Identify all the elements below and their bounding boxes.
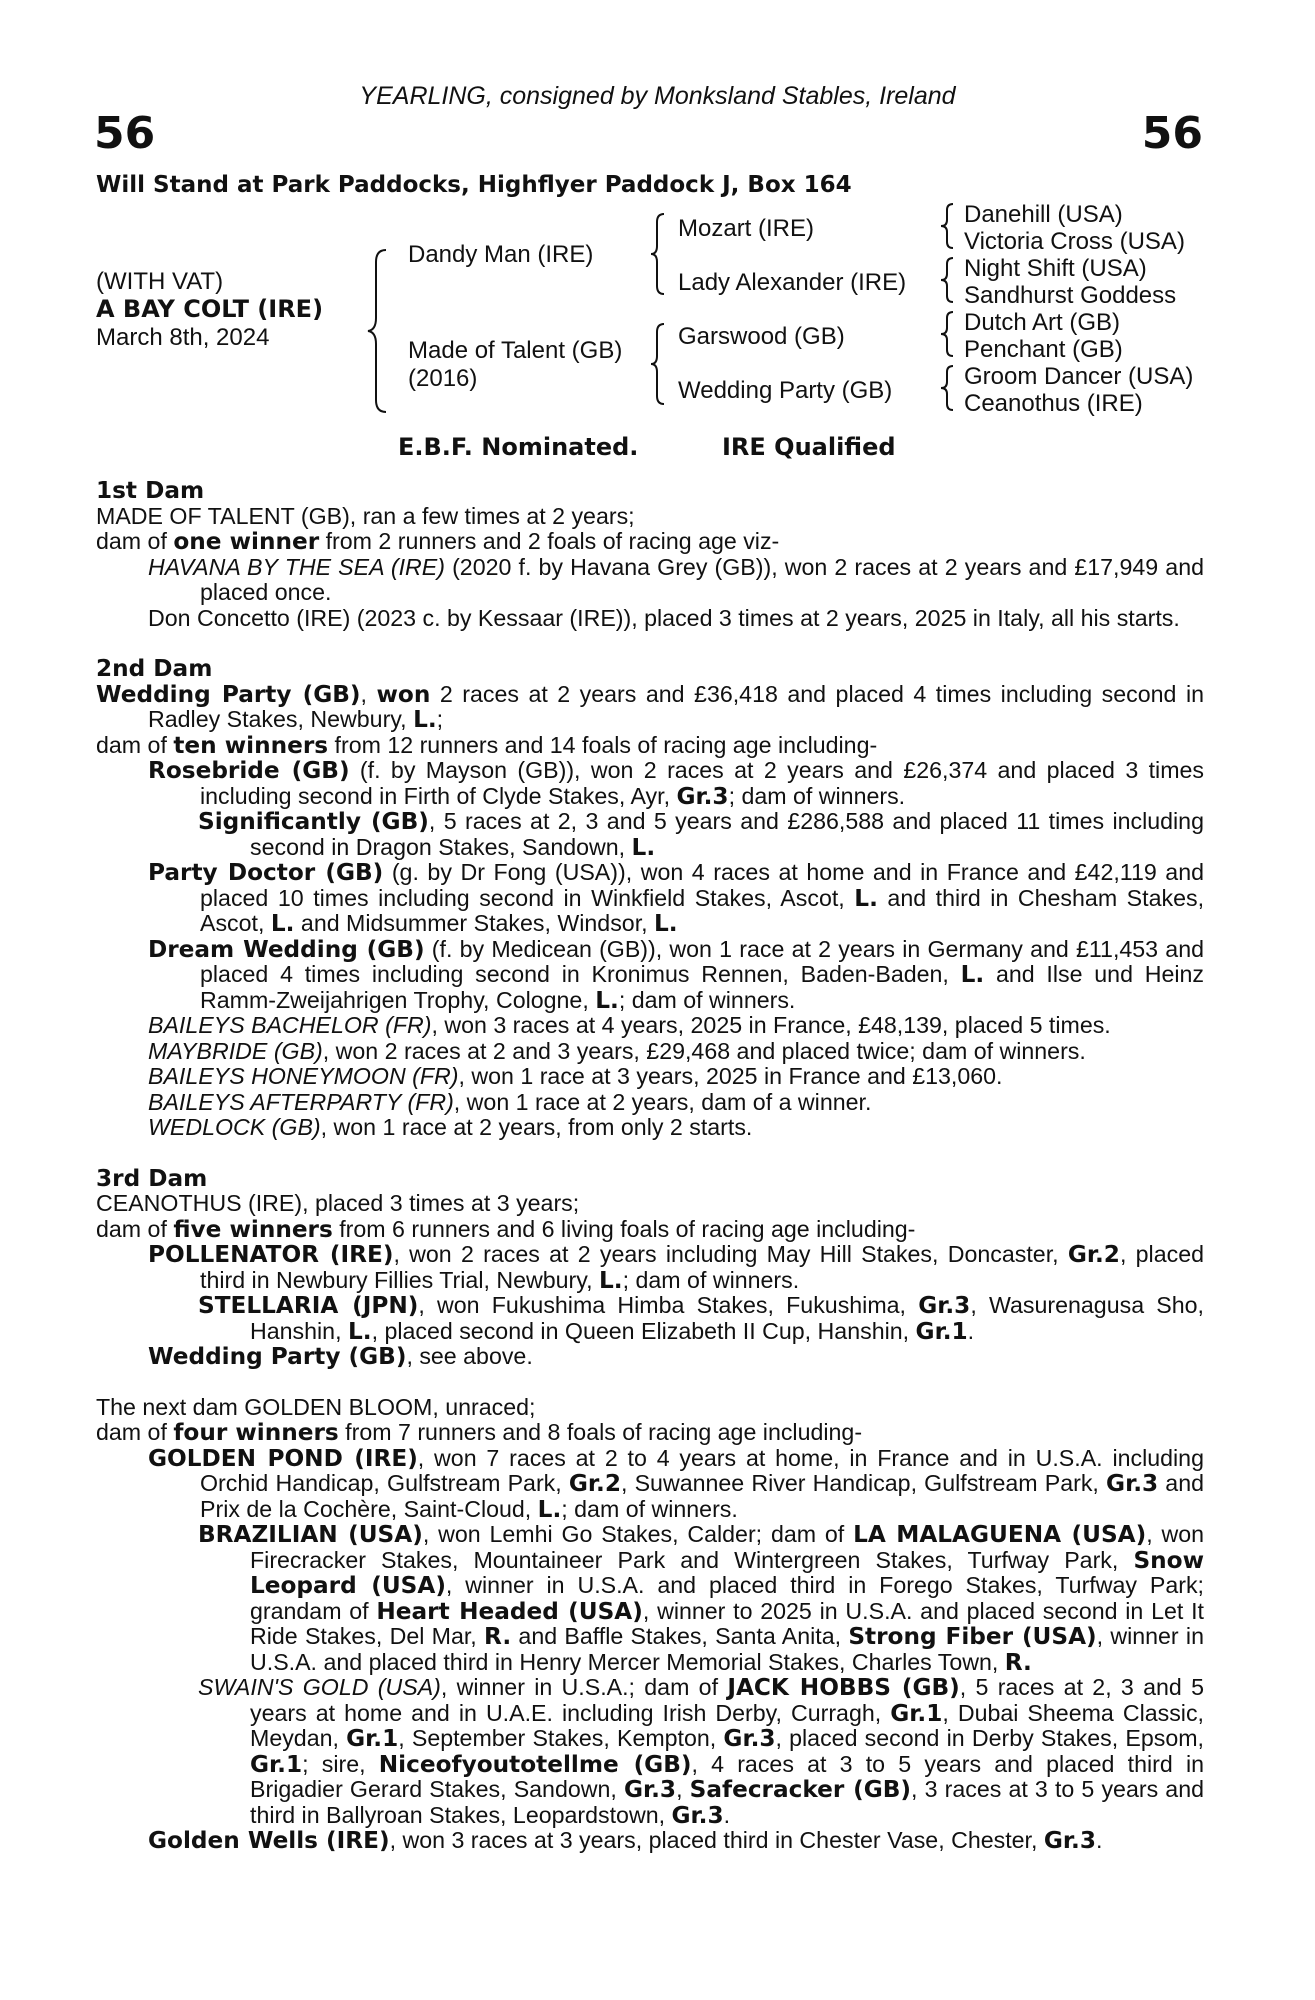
entry-havana: HAVANA BY THE SEA (IRE) (2020 f. by Havana Grey (GB)), won 2 races at 2 years and £17,949 and placed once. — [148, 553, 1204, 605]
entry-dream-wedding: Dream Wedding (GB) (f. by Medicean (GB)), won 1 race at 2 years in Germany and £11,453 and placed 4 times including second in Kronimus Rennen, Baden-Baden, L. and Ilse und Heinz Ramm-Zweijahrigen Trophy, Cologne, L.; dam of winners. — [148, 935, 1204, 1014]
dam: Made of Talent (GB) — [408, 337, 623, 364]
gsire-1: Danehill (USA) — [964, 201, 1123, 228]
entry-golden-pond: GOLDEN POND (IRE), won 7 races at 2 to 4 years at home, in France and in U.S.A. including Orchid Handicap, Gulfstream Park, Gr.2, Suwannee River Handicap, Gulfstream Park, Gr.3 and Prix de la Cochère, Saint-Cloud, L.; dam of winners. — [148, 1444, 1204, 1523]
entry-wedlock: WEDLOCK (GB), won 1 race at 2 years, from only 2 starts. — [148, 1114, 753, 1140]
dam-sire: Garswood (GB) — [678, 323, 845, 350]
lot-number-right: 56 — [1141, 108, 1203, 159]
gsire-7: Groom Dancer (USA) — [964, 363, 1194, 390]
gsire-2: Victoria Cross (USA) — [964, 228, 1185, 255]
ire-note: IRE Qualified — [722, 433, 896, 461]
entry-party-doctor: Party Doctor (GB) (g. by Dr Fong (USA)), won 4 races at home and in France and £42,119 and placed 10 times including second in Winkfield Stakes, Ascot, L. and third in Chesham Stakes, Ascot, L. and Midsummer Stakes, Windsor, L. — [148, 859, 1205, 937]
gsire-5: Dutch Art (GB) — [964, 309, 1121, 336]
catalogue-body — [96, 478, 1204, 1854]
dam3-line: CEANOTHUS (IRE), placed 3 times at 3 years; — [96, 1190, 580, 1216]
entry-golden-wells: Golden Wells (IRE), won 3 races at 3 years, placed third in Chester Vase, Chester, Gr.3. — [148, 1827, 1103, 1854]
pedigree-brace-g1 — [938, 202, 958, 250]
dam-year: (2016) — [408, 365, 478, 392]
dam2-produce: dam of ten winners from 12 runners and 14 foals of racing age including- — [96, 731, 878, 759]
entry-baileys-honeymoon: BAILEYS HONEYMOON (FR), won 1 race at 3 years, 2025 in France and £13,060. — [148, 1063, 1003, 1089]
entry-wedding-party: Wedding Party (GB), see above. — [148, 1343, 533, 1370]
entry-pollenator: POLLENATOR (IRE), won 2 races at 2 years including May Hill Stakes, Doncaster, Gr.2, placed third in Newbury Fillies Trial, Newbury, L.; dam of winners. — [148, 1241, 1204, 1294]
dam1-line: MADE OF TALENT (GB), ran a few times at 2 years; — [96, 502, 635, 529]
heading-3rd-dam: 3rd Dam — [96, 1164, 208, 1192]
ebf-note: E.B.F. Nominated. — [398, 433, 639, 461]
entry-brazilian: BRAZILIAN (USA), won Lemhi Go Stakes, Calder; dam of LA MALAGUENA (USA), won Firecracker Stakes, Mountaineer Park and Wintergreen Stakes, Turfway Park, Snow Leopard (USA), winner in U.S.A. and placed third in Forego Stakes, Turfway Park; grandam of Heart Headed (USA), winner to 2025 in U.S.A. and placed second in Let It Ride Stakes, Del Mar, R. and Baffle Stakes, Santa Anita, Strong Fiber (USA), winner in U.S.A. and placed third in Henry Mercer Memorial Stakes, Charles Town, R. — [198, 1521, 1204, 1676]
sire-sire: Mozart (IRE) — [678, 215, 815, 242]
dam-dam: Wedding Party (GB) — [678, 377, 893, 404]
dam1-produce: dam of one winner from 2 runners and 2 foals of racing age viz- — [96, 528, 780, 555]
entry-maybride: MAYBRIDE (GB), won 2 races at 2 and 3 years, £29,468 and placed twice; dam of winners. — [148, 1037, 1086, 1064]
entry-swains-gold: SWAIN'S GOLD (USA), winner in U.S.A.; dam of JACK HOBBS (GB), 5 races at 2, 3 and 5 years at home and in U.A.E. including Irish Derby, Curragh, Gr.1, Dubai Sheema Classic, Meydan, Gr.1, September Stakes, Kempton, Gr.3, placed second in Derby Stakes, Epsom, Gr.1; sire, Niceofyoutotellme (GB), 4 races at 3 to 5 years and placed third in Brigadier Gerard Stakes, Sandown, Gr.3, Safecracker (GB), 3 races at 3 to 5 years and third in Ballyroan Stakes, Leopardstown, Gr.3. — [198, 1674, 1204, 1829]
foaling-date: March 8th, 2024 — [96, 324, 270, 351]
dam2-line: Wedding Party (GB), won 2 races at 2 years and £36,418 and placed 4 times including second in Radley Stakes, Newbury, L.; — [96, 680, 1205, 733]
heading-1st-dam: 1st Dam — [96, 477, 205, 504]
stand-location: Will Stand at Park Paddocks, Highflyer Paddock J, Box 164 — [96, 172, 852, 198]
lot-number-left: 56 — [94, 108, 156, 159]
dam4-produce: dam of four winners from 7 runners and 8 foals of racing age including- — [96, 1419, 863, 1446]
sire: Dandy Man (IRE) — [408, 241, 594, 268]
gsire-4: Sandhurst Goddess — [964, 282, 1177, 309]
entry-significantly: Significantly (GB), 5 races at 2, 3 and 5 years and £286,588 and placed 11 times including second in Dragon Stakes, Sandown, L. — [198, 808, 1204, 861]
pedigree-brace-g4 — [938, 364, 958, 412]
sire-dam: Lady Alexander (IRE) — [678, 269, 907, 296]
entry-baileys-afterparty: BAILEYS AFTERPARTY (FR), won 1 race at 2 years, dam of a winner. — [148, 1088, 872, 1115]
heading-2nd-dam: 2nd Dam — [96, 655, 213, 682]
pedigree-brace-g3 — [938, 310, 958, 358]
horse-name: A BAY COLT (IRE) — [96, 295, 324, 323]
dam3-produce: dam of five winners from 6 runners and 6 living foals of racing age including- — [96, 1215, 916, 1243]
entry-baileys-bachelor: BAILEYS BACHELOR (FR), won 3 races at 4 years, 2025 in France, £48,139, placed 5 times. — [148, 1012, 1111, 1038]
entry-rosebride: Rosebride (GB) (f. by Mayson (GB)), won 2 races at 2 years and £26,374 and placed 3 times including second in Firth of Clyde Stakes, Ayr, Gr.3; dam of winners. — [148, 757, 1205, 810]
gsire-6: Penchant (GB) — [964, 336, 1123, 363]
vat-note: (WITH VAT) — [96, 268, 224, 295]
entry-don-concetto: Don Concetto (IRE) (2023 c. by Kessaar (IRE)), placed 3 times at 2 years, 2025 in Italy, all his starts. — [148, 604, 1180, 631]
pedigree-brace-main — [364, 248, 394, 414]
entry-stellaria: STELLARIA (JPN), won Fukushima Himba Stakes, Fukushima, Gr.3, Wasurenagusa Sho, Hanshin, L., placed second in Queen Elizabeth II Cup, Hanshin, Gr.1. — [198, 1292, 1204, 1345]
pedigree-brace-sire — [648, 212, 670, 296]
pedigree-brace-dam — [648, 322, 670, 406]
consignment-line: YEARLING, consigned by Monksland Stables, Ireland — [359, 82, 956, 110]
gsire-8: Ceanothus (IRE) — [964, 390, 1143, 417]
gsire-3: Night Shift (USA) — [964, 255, 1147, 282]
dam4-line: The next dam GOLDEN BLOOM, unraced; — [96, 1393, 536, 1420]
pedigree-brace-g2 — [938, 256, 958, 304]
